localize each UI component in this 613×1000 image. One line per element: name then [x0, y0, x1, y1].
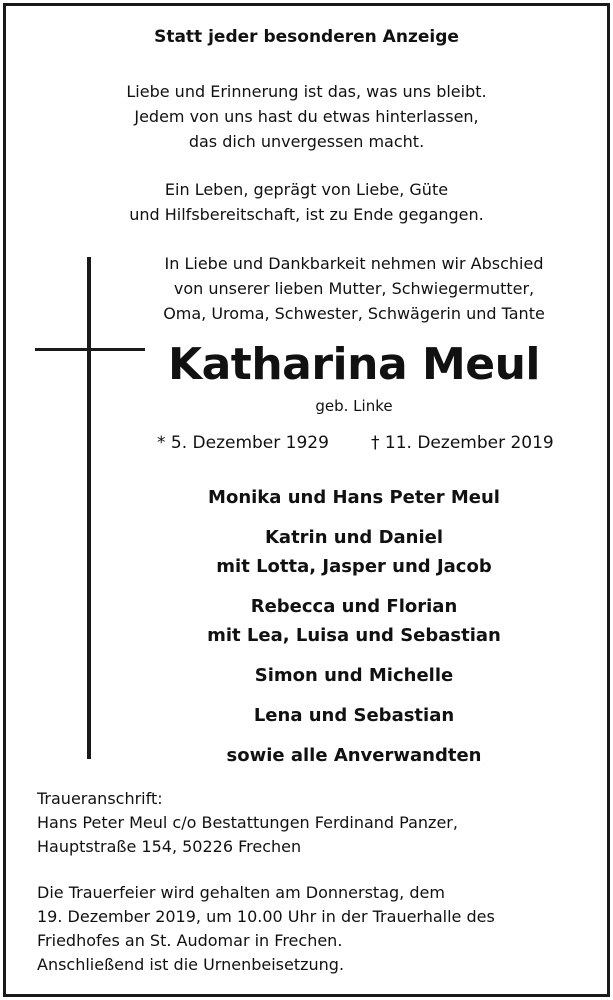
family-line: mit Lea, Luisa und Sebastian — [207, 625, 501, 646]
family-group — [139, 741, 569, 770]
family-line: Simon und Michelle — [254, 665, 454, 686]
cross-icon-vertical — [87, 257, 91, 759]
maiden-name: geb. Linke — [315, 397, 393, 415]
ceremony-line: Die Trauerfeier wird gehalten am Donnerstag, dem — [37, 883, 445, 902]
family-line: Lena und Sebastian — [253, 705, 455, 726]
family-group — [139, 592, 569, 650]
family-line: sowie alle Anverwandten — [226, 745, 482, 766]
deceased-name: Katharina Meul — [168, 339, 540, 390]
death-date: † 11. Dezember 2019 — [371, 433, 554, 453]
poem-stanza-2 — [3, 177, 610, 227]
family-line: Monika und Hans Peter Meul — [208, 487, 500, 508]
family-group — [139, 483, 569, 512]
mourning-address — [37, 787, 458, 859]
family-group — [139, 523, 569, 581]
address-line: Hauptstraße 154, 50226 Frechen — [37, 837, 302, 856]
family-line: Katrin und Daniel — [264, 527, 444, 548]
headline: Statt jeder besonderen Anzeige — [154, 27, 459, 47]
farewell-line: Oma, Uroma, Schwester, Schwägerin und Tante — [163, 304, 545, 323]
poem-line: Liebe und Erinnerung ist das, was uns bleibt. — [126, 82, 487, 101]
cross-icon-horizontal — [35, 348, 145, 351]
poem-line: das dich unvergessen macht. — [188, 132, 425, 151]
obituary-notice — [3, 3, 610, 997]
poem-line: und Hilfsbereitschaft, ist zu Ende gegangen. — [129, 205, 484, 224]
family-group — [139, 701, 569, 730]
family-list — [139, 483, 569, 781]
family-line: Rebecca und Florian — [250, 596, 458, 617]
poem-line: Jedem von uns hast du etwas hinterlassen, — [134, 107, 479, 126]
ceremony-line: 19. Dezember 2019, um 10.00 Uhr in der Trauerhalle des — [37, 907, 495, 926]
farewell-line: In Liebe und Dankbarkeit nehmen wir Abschied — [164, 254, 544, 273]
address-line: Hans Peter Meul c/o Bestattungen Ferdinand Panzer, — [37, 813, 458, 832]
ceremony-info — [37, 881, 495, 977]
address-line: Traueranschrift: — [37, 789, 163, 808]
farewell-line: von unserer lieben Mutter, Schwiegermutter, — [173, 279, 535, 298]
poem-stanza-1 — [3, 79, 610, 154]
ceremony-line: Anschließend ist die Urnenbeisetzung. — [37, 955, 345, 974]
poem-line: Ein Leben, geprägt von Liebe, Güte — [164, 180, 449, 199]
farewell-text — [139, 251, 569, 326]
family-group — [139, 661, 569, 690]
birth-date: * 5. Dezember 1929 — [157, 433, 329, 453]
family-line: mit Lotta, Jasper und Jacob — [216, 556, 492, 577]
ceremony-line: Friedhofes an St. Audomar in Frechen. — [37, 931, 343, 950]
